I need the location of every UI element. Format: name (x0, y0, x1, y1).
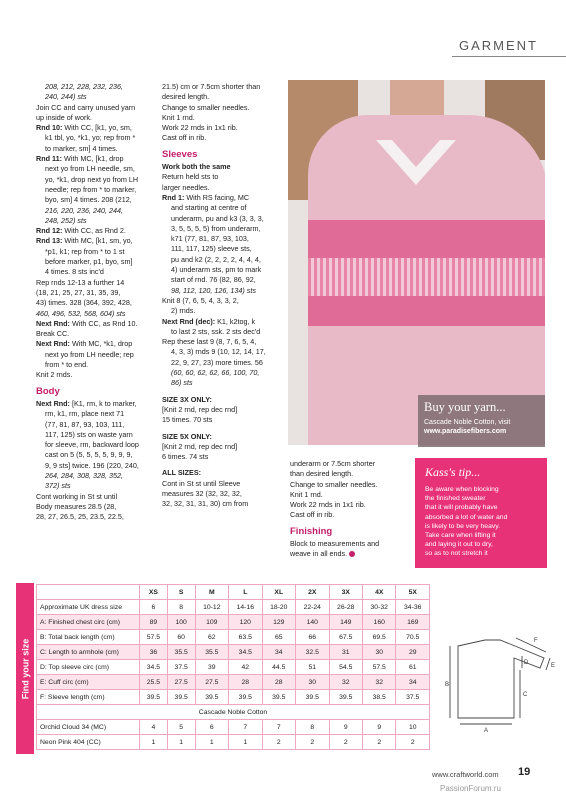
table-cell: 57.5 (362, 660, 395, 675)
text-line: byo, sm] 4 times. 208 (212, (45, 195, 132, 205)
buy-yarn-box (418, 395, 545, 447)
tip-line: the finished sweater (425, 495, 486, 503)
yarn-heading-body (37, 705, 430, 720)
row-label: C: Length to armhole (cm) (37, 645, 140, 660)
text-line: Cast off in rib. (162, 133, 207, 143)
table-row (37, 735, 430, 750)
table-cell: 70.5 (396, 630, 430, 645)
label-e: E (551, 663, 556, 669)
text-line: 3, 5, 5, 5, 5) from underarm, (171, 223, 261, 233)
table-cell: 18-20 (262, 600, 295, 615)
text-line: *p1, k1; rep from * to 1 st (45, 246, 125, 256)
measure-line-f (516, 638, 546, 652)
label-a: A (484, 728, 489, 734)
text-line: 98, 112, 120, 126, 134) sts (171, 285, 256, 295)
label-f: F (534, 638, 538, 644)
table-cell: 54.5 (329, 660, 362, 675)
section-label: GARMENT (459, 38, 538, 53)
text-line: 117, 125) sts on waste yarn (45, 429, 133, 439)
text-line: 15 times. 70 sts (162, 415, 213, 425)
table-cell: 32 (362, 675, 395, 690)
sleeves-heading: Sleeves (162, 148, 198, 160)
row-label: A: Finished chest circ (cm) (37, 615, 140, 630)
text-line: start of rnd. 76 (82, 86, 92, (171, 275, 256, 285)
table-cell: 5 (167, 720, 195, 735)
table-cell: 2 (296, 735, 329, 750)
table-row (37, 720, 430, 735)
text-line (290, 549, 402, 559)
text-span: With MC, [k1, sm, yo, (62, 236, 133, 246)
round-label: Next Rnd: (36, 339, 70, 349)
table-cell: 39.5 (229, 690, 262, 705)
text-span: weave in all ends. (290, 549, 348, 559)
text-line: k1 tbl, yo, *k1, yo; rep from * (45, 133, 136, 143)
table-cell: 34-36 (396, 600, 430, 615)
text-line: 208, 212, 228, 232, 236, (45, 82, 123, 91)
text-line: 4, 3, 3) rnds 9 (10, 12, 14, 17, (171, 347, 266, 357)
text-line: 32, 32, 31, 31, 30) cm from (162, 499, 249, 509)
table-row (37, 690, 430, 705)
table-cell: 6 (195, 720, 228, 735)
buy-yarn-text: Cascade Noble Cotton, visit (424, 419, 511, 426)
table-cell: 149 (329, 615, 362, 630)
tip-line: is likely to be very heavy. (425, 522, 501, 530)
table-row (37, 645, 430, 660)
table-cell: 60 (167, 630, 195, 645)
text-line: 460, 496, 532, 568, 604) sts (36, 308, 126, 318)
text-line: before marker, p1, byo, sm] (45, 257, 133, 267)
table-cell: 22-24 (296, 600, 329, 615)
text-line: [Knit 2 rnd, rep dec rnd] (162, 404, 238, 414)
text-line: 9, 9 sts] twice. 196 (220, 240, (45, 460, 139, 470)
column-1 (36, 82, 154, 522)
text-span: With RS facing, MC (184, 192, 250, 202)
size-header: 4X (362, 585, 395, 600)
text-line: for sleeve, rm, backward loop (45, 440, 139, 450)
text-span: K1, k2tog, k (215, 316, 256, 326)
buy-yarn-title: Buy your yarn... (424, 400, 506, 414)
table-cell: 57.5 (140, 630, 168, 645)
text-line: Body measures 28.5 (28, (36, 501, 117, 511)
size-header: XS (140, 585, 168, 600)
table-cell: 65 (262, 630, 295, 645)
round-label: Rnd 12: (36, 226, 63, 236)
text-line: 216, 220, 236, 240, 244, (45, 205, 123, 215)
text-line: rm, k1, rm, place next 71 (45, 409, 125, 419)
text-line: 2) rnds. (171, 306, 196, 316)
table-cell: 30-32 (362, 600, 395, 615)
row-label: F: Sleeve length (cm) (37, 690, 140, 705)
size-header-row (37, 585, 430, 600)
schematic-outline (458, 640, 544, 718)
table-cell: 2 (262, 735, 295, 750)
table-cell: 9 (329, 720, 362, 735)
header-blank (37, 585, 140, 600)
table-cell: 39 (195, 660, 228, 675)
size-header: XL (262, 585, 295, 600)
text-line: 111, 117, 125) sleeve sts, (171, 244, 252, 254)
text-line: underarm, pu and k3 (3, 3, 3, (171, 213, 264, 223)
table-cell: 34 (396, 675, 430, 690)
text-line: Join CC and carry unused yarn (36, 102, 136, 112)
table-cell: 67.5 (329, 630, 362, 645)
table-row (37, 615, 430, 630)
text-line: Cast off in rib. (290, 510, 335, 520)
table-cell: 2 (396, 735, 430, 750)
text-line: Change to smaller needles. (162, 102, 250, 112)
label-c: C (523, 692, 528, 698)
measure-line-e (546, 658, 550, 670)
text-line: Cont working in St st until (36, 491, 118, 501)
table-cell: 37.5 (396, 690, 430, 705)
text-span: With CC, as Rnd 2. (62, 226, 126, 236)
table-cell: 30 (296, 675, 329, 690)
end-dot-icon (349, 551, 355, 557)
text-line (36, 319, 154, 329)
finishing-heading: Finishing (290, 525, 333, 537)
buy-yarn-url[interactable]: www.paradisefibers.com (424, 428, 507, 435)
text-line: next yo from LH needle; rep (45, 349, 134, 359)
text-span: With CC, as Rnd 10. (69, 318, 138, 328)
table-cell: 10-12 (195, 600, 228, 615)
sweater-textured-band (308, 258, 545, 296)
row-label: Neon Pink 404 (CC) (37, 735, 140, 750)
table-cell: 34.5 (229, 645, 262, 660)
watermark: PassionForum.ru (440, 784, 501, 793)
tip-line: Be aware when blocking (425, 486, 499, 493)
measurements-body (37, 600, 430, 705)
row-label: Approximate UK dress size (37, 600, 140, 615)
text-line: Knit 1 rnd. (162, 112, 195, 122)
text-line: (77, 81, 87, 93, 103, 111, (45, 419, 125, 429)
header-rule (452, 56, 566, 57)
table-cell: 120 (229, 615, 262, 630)
text-line: 4) underarm sts, pm to mark (171, 265, 262, 275)
table-cell: 89 (140, 615, 168, 630)
table-cell: 1 (195, 735, 228, 750)
size-header: 2X (296, 585, 329, 600)
tip-line: and laying it out to dry, (425, 541, 493, 549)
size-header: 5X (396, 585, 430, 600)
text-line: to last 2 sts, ssk. 2 sts dec'd (171, 326, 261, 336)
yarn-body (37, 720, 430, 750)
text-line: 43) times. 328 (364, 392, 428, (36, 298, 132, 308)
table-row (37, 600, 430, 615)
table-cell: 31 (329, 645, 362, 660)
table-cell: 36 (140, 645, 168, 660)
text-line: SIZE 5X ONLY: (162, 431, 212, 441)
round-label: Rnd 10: (36, 123, 63, 133)
table-cell: 9 (362, 720, 395, 735)
text-line (36, 236, 154, 246)
text-line: desired length. (162, 92, 210, 102)
text-line: Work both the same (162, 162, 231, 172)
round-label: Next Rnd: (36, 398, 70, 408)
table-cell: 39.5 (140, 690, 168, 705)
table-cell: 44.5 (262, 660, 295, 675)
table-cell: 28 (229, 675, 262, 690)
text-line: measures 32 (32, 32, 32, (162, 488, 242, 498)
text-line: 6 times. 74 sts (162, 452, 209, 462)
text-line: Block to measurements and (290, 539, 380, 549)
table-cell: 69.5 (362, 630, 395, 645)
text-line: (18, 21, 25, 27, 31, 35, 39, (36, 287, 121, 297)
table-cell: 29 (396, 645, 430, 660)
label-b: B (445, 682, 450, 688)
table-cell: 169 (396, 615, 430, 630)
round-label: Next Rnd (dec): (162, 316, 216, 326)
row-label: D: Top sleeve circ (cm) (37, 660, 140, 675)
table-cell: 1 (140, 735, 168, 750)
tip-line: Take care when lifting it (425, 532, 496, 540)
text-line: 4 times. 8 sts inc'd (45, 267, 104, 277)
table-cell: 32.5 (296, 645, 329, 660)
tip-title: Kass's tip... (425, 465, 481, 479)
table-cell: 62 (195, 630, 228, 645)
table-cell: 2 (329, 735, 362, 750)
table-cell: 37.5 (167, 660, 195, 675)
table-cell: 109 (195, 615, 228, 630)
text-span: With CC, [k1, yo, sm, (62, 123, 132, 133)
table-cell: 39.5 (195, 690, 228, 705)
text-line: Change to smaller needles. (290, 479, 378, 489)
table-cell: 4 (140, 720, 168, 735)
page-number: 19 (518, 766, 531, 778)
body-heading: Body (36, 385, 60, 397)
table-row (37, 660, 430, 675)
column-2 (162, 82, 280, 510)
text-line: 264, 284, 308, 328, 352, (45, 470, 123, 480)
table-cell: 7 (229, 720, 262, 735)
text-line (36, 399, 154, 409)
text-line: 248, 252) sts (45, 215, 87, 225)
text-line: larger needles. (162, 182, 210, 192)
yarn-heading-row (37, 705, 430, 720)
text-line: and starting at centre of (171, 203, 247, 213)
row-label: Orchid Cloud 34 (MC) (37, 720, 140, 735)
text-line: Cont in St st until Sleeve (162, 478, 241, 488)
side-tab-label: Find your size (20, 638, 31, 699)
text-line: yo, *k1, drop next yo from LH (45, 174, 139, 184)
table-cell: 1 (167, 735, 195, 750)
text-line: 21.5) cm or 7.5cm shorter than (162, 82, 261, 91)
tip-line: absorbed a lot of water and (425, 513, 508, 521)
table-cell: 100 (167, 615, 195, 630)
table-cell: 51 (296, 660, 329, 675)
round-label: Next Rnd: (36, 318, 70, 328)
table-row (37, 675, 430, 690)
text-line: pu and k2 (2, 2, 2, 2, 4, 4, 4, (171, 254, 261, 264)
text-line: next yo from LH needle, sm, (45, 164, 135, 174)
text-span: With MC, [k1, drop (61, 154, 124, 164)
text-line: Return held sts to (162, 172, 219, 182)
row-label: B: Total back length (cm) (37, 630, 140, 645)
round-label: Rnd 13: (36, 236, 63, 246)
text-line: k71 (77, 81, 87, 93, 103, (171, 234, 249, 244)
table-cell: 7 (262, 720, 295, 735)
text-span: [K1, rm, k to marker, (69, 398, 137, 408)
table-cell: 10 (396, 720, 430, 735)
text-line: cast on 5 (5, 5, 5, 5, 9, 9, 9, (45, 450, 133, 460)
round-label: Rnd 11: (36, 154, 62, 164)
table-cell: 140 (296, 615, 329, 630)
text-line (162, 193, 280, 203)
text-line: than desired length. (290, 469, 354, 479)
tip-line: that it will probably have (425, 504, 498, 512)
table-cell: 35.5 (167, 645, 195, 660)
text-line: Knit 1 rnd. (290, 489, 323, 499)
table-cell: 39.5 (167, 690, 195, 705)
text-line (36, 123, 154, 133)
table-cell: 30 (362, 645, 395, 660)
text-line: 86) sts (171, 378, 193, 388)
table-cell: 39.5 (329, 690, 362, 705)
text-line (36, 339, 154, 349)
table-cell: 1 (229, 735, 262, 750)
table-cell: 26-28 (329, 600, 362, 615)
size-header: S (167, 585, 195, 600)
text-line: Knit 8 (7, 6, 5, 4, 3, 3, 2, (162, 295, 239, 305)
text-span: With MC, *k1, drop (69, 339, 133, 349)
text-line: up inside of work. (36, 112, 92, 122)
sweater-stripe (308, 296, 545, 326)
text-line: 240, 244) sts (45, 92, 87, 102)
text-line: needle; rep from * to marker, (45, 184, 137, 194)
table-cell: 6 (140, 600, 168, 615)
table-cell: 39.5 (296, 690, 329, 705)
table-cell: 8 (296, 720, 329, 735)
table-cell: 63.5 (229, 630, 262, 645)
find-your-size-tab (16, 583, 34, 754)
text-line: to marker, sm] 4 times. (45, 143, 118, 153)
table-cell: 42 (229, 660, 262, 675)
text-line: Break CC. (36, 329, 70, 339)
text-line: [Knit 2 rnd, rep dec rnd] (162, 441, 238, 451)
table-cell: 32 (329, 675, 362, 690)
table-cell: 8 (167, 600, 195, 615)
text-line: Knit 2 rnds. (36, 370, 73, 380)
table-row (37, 630, 430, 645)
table-cell: 28 (262, 675, 295, 690)
text-line: (60, 60, 62, 62, 66, 100, 70, (171, 368, 260, 378)
text-line: 28, 27, 26.5, 25, 23.5, 22.5, (36, 512, 124, 522)
size-header: 3X (329, 585, 362, 600)
round-label: Rnd 1: (162, 192, 185, 202)
table-cell: 61 (396, 660, 430, 675)
tip-line: so as to not stretch it (425, 550, 488, 558)
text-line (36, 226, 154, 236)
table-cell: 27.5 (195, 675, 228, 690)
text-line: SIZE 3X ONLY: (162, 394, 212, 404)
yarn-heading: Cascade Noble Cotton (37, 705, 430, 720)
footer-site: www.craftworld.com (432, 770, 499, 779)
text-line (162, 317, 280, 327)
text-line: from * to end. (45, 360, 89, 370)
table-cell: 2 (362, 735, 395, 750)
label-d: D (524, 660, 529, 666)
table-cell: 129 (262, 615, 295, 630)
table-cell: 39.5 (262, 690, 295, 705)
table-cell: 27.5 (167, 675, 195, 690)
table-cell: 34 (262, 645, 295, 660)
text-line: underarm or 7.5cm shorter (290, 459, 376, 468)
text-line: Work 22 rnds in 1x1 rib. (290, 500, 366, 510)
text-line: ALL SIZES: (162, 468, 202, 478)
text-line: 22, 9, 27, 23) more times. 56 (171, 357, 263, 367)
table-cell: 35.5 (195, 645, 228, 660)
sweater-schematic (440, 600, 558, 750)
table-cell: 14-16 (229, 600, 262, 615)
column-3 (290, 459, 402, 560)
size-table (36, 584, 430, 750)
table-cell: 160 (362, 615, 395, 630)
tip-box (415, 458, 547, 568)
table-cell: 34.5 (140, 660, 168, 675)
sweater-photo (288, 80, 545, 445)
row-label: E: Cuff circ (cm) (37, 675, 140, 690)
text-line (36, 154, 154, 164)
size-header: L (229, 585, 262, 600)
table-cell: 38.5 (362, 690, 395, 705)
text-line: Rep rnds 12-13 a further 14 (36, 277, 125, 287)
table-cell: 25.5 (140, 675, 168, 690)
text-line: Work 22 rnds in 1x1 rib. (162, 123, 238, 133)
text-line: 372) sts (45, 481, 71, 491)
text-line: Rep these last 9 (8, 7, 6, 5, 4, (162, 337, 257, 347)
sweater-stripe (308, 220, 545, 258)
size-header: M (195, 585, 228, 600)
side-tab-text-wrap (16, 583, 34, 754)
table-cell: 66 (296, 630, 329, 645)
